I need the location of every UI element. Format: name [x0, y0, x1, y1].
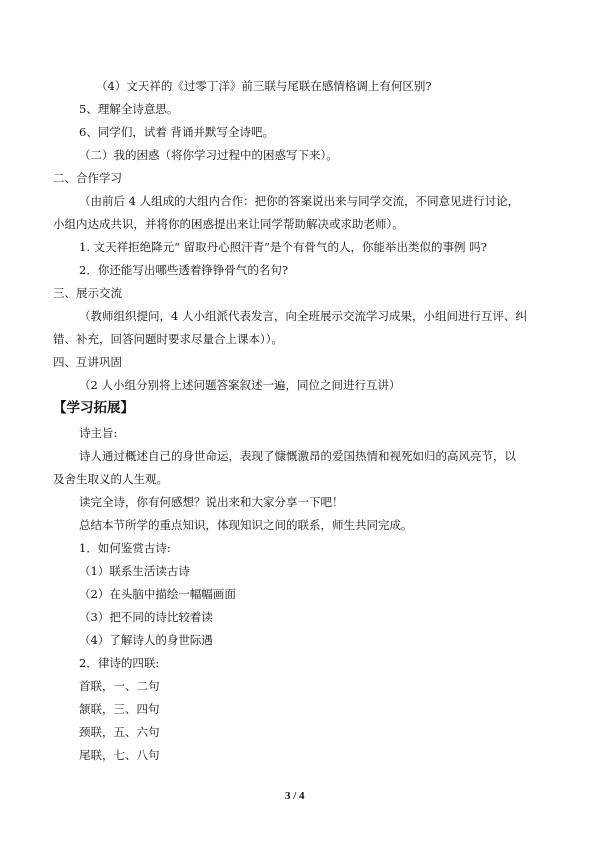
section-peer-teaching: 四、互讲巩固 — [53, 355, 122, 369]
appreciation-item-2: （2）在头脑中描绘一幅幅画面 — [79, 587, 236, 601]
summary-prompt: 总结本节所学的重点知识，体现知识之间的联系，师生共同完成。 — [79, 518, 413, 532]
theme-label: 诗主旨: — [79, 426, 118, 440]
page-number: 3 / 4 — [285, 790, 305, 802]
cooperation-question-1: 1. 文天祥拒绝降元“ 留取丹心照汗青”是个有骨气的人，你能举出类似的事例 吗? — [79, 240, 487, 254]
couplet-second: 颔联，三、四句 — [79, 702, 160, 716]
section-cooperative-learning: 二、合作学习 — [53, 171, 122, 185]
appreciation-item-1: （1）联系生活读古诗 — [79, 564, 190, 578]
cooperation-instructions-line-2: 小组内达成共识，并将你的困惑提出来让同学帮助解决或求助老师）。 — [53, 217, 404, 231]
section-presentation: 三、展示交流 — [53, 286, 122, 300]
couplet-third: 颈联，五、六句 — [79, 725, 160, 739]
cooperation-instructions-line-1: （由前后 4 人组成的大组内合作：把你的答案说出来与同学交流，不同意见进行讨论， — [79, 194, 520, 208]
theme-text-line-1: 诗人通过概述自己的身世命运，表现了慷慨激昂的爱国热情和视死如归的高风亮节，以 — [79, 449, 516, 463]
theme-text-line-2: 及舍生取义的人生观。 — [53, 472, 168, 486]
reflection-prompt: 读完全诗，你有何感想？说出来和大家分享一下吧！ — [79, 495, 344, 509]
item-5-line: 5、理解全诗意思。 — [79, 102, 179, 116]
appreciation-item-4: （4）了解诗人的身世际遇 — [79, 633, 213, 647]
item-6-line: 6、同学们，试着 背诵并默写全诗吧。 — [79, 125, 274, 139]
peer-teaching-instructions: （2 人小组分别将上述问题答案叙述一遍，同位之间进行互讲） — [79, 378, 401, 392]
learning-extension-heading: 【学习拓展】 — [53, 400, 134, 416]
cooperation-question-2: 2．你还能写出哪些透着铮铮骨气的名句? — [79, 263, 288, 277]
presentation-instructions-line-1: （教师组织提问，4 人小组派代表发言，向全班展示交流学习成果，小组间进行互评、纠 — [79, 309, 527, 323]
appreciation-item-3: （3）把不同的诗比较着读 — [79, 610, 213, 624]
regulated-verse-heading: 2．律诗的四联: — [79, 656, 160, 670]
appreciation-heading: 1．如何鉴赏古诗: — [79, 541, 171, 555]
question-4-line: （4）文天祥的《过零丁洋》前三联与尾联在感情格调上有何区别? — [96, 79, 432, 93]
my-confusion-line: （二）我的困惑（将你学习过程中的困惑写下来）。 — [79, 148, 338, 162]
couplet-fourth: 尾联，七、八句 — [79, 748, 160, 762]
couplet-first: 首联，一、二句 — [79, 679, 160, 693]
presentation-instructions-line-2: 错、补充，回答问题时要求尽量合上课本））。 — [53, 332, 283, 346]
